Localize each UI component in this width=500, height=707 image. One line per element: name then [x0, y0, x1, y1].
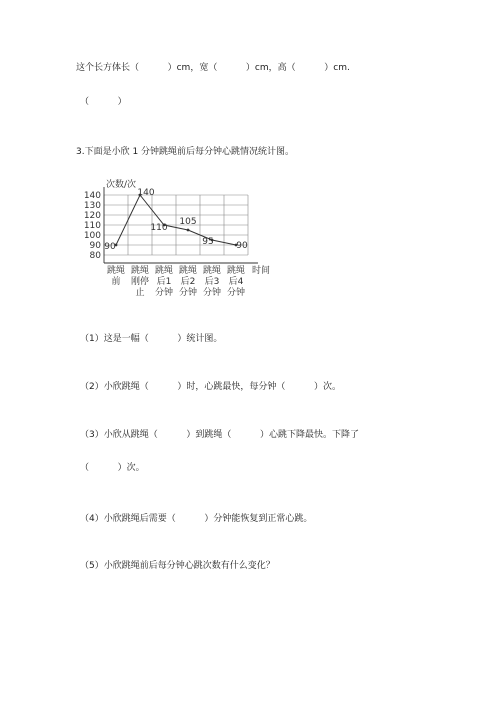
subquestion-1: （1）这是一幅（ ）统计图。	[80, 334, 223, 344]
y-axis-label: 次数/次	[106, 180, 137, 190]
y-tick-label: 110	[83, 221, 101, 231]
subquestion-4: （4）小欣跳绳后需要（ ）分钟能恢复到正常心跳。	[80, 514, 313, 524]
x-category-label: 后4	[228, 277, 244, 287]
y-tick-label: 100	[83, 231, 101, 241]
x-category-label: 跳绳	[226, 266, 246, 276]
x-category-label: 后2	[180, 277, 196, 287]
y-tick-label: 90	[89, 241, 101, 251]
y-tick-label: 130	[83, 201, 101, 211]
x-category-label: 止	[135, 288, 145, 298]
dimensions-question: 这个长方体长（ ）cm，宽（ ）cm，高（ ）cm.	[76, 63, 350, 73]
x-category-label: 后1	[156, 277, 172, 287]
y-tick-label: 140	[83, 191, 101, 201]
data-label: 95	[202, 237, 214, 247]
chart-svg	[76, 176, 276, 304]
x-category-label: 分钟	[178, 288, 198, 298]
data-label: 90	[104, 242, 116, 252]
data-point	[187, 229, 190, 232]
subquestion-5: （5）小欣跳绳前后每分钟心跳次数有什么变化？	[80, 561, 275, 571]
x-category-label: 后3	[204, 277, 220, 287]
subquestion-2: （2）小欣跳绳（ ）时，心跳最快，每分钟（ ）次。	[80, 382, 341, 392]
question-3-intro: 3.下面是小欣 1 分钟跳绳前后每分钟心跳情况统计图。	[76, 147, 295, 157]
y-tick-label: 80	[89, 251, 101, 261]
x-category-label: 跳绳	[154, 266, 174, 276]
x-category-label: 跳绳	[106, 266, 126, 276]
x-category-label: 分钟	[226, 288, 246, 298]
x-category-label: 前	[111, 277, 121, 287]
data-label: 110	[150, 223, 168, 233]
data-label: 140	[137, 188, 155, 198]
x-category-label: 刚停	[130, 277, 150, 287]
heart-rate-line-chart	[76, 176, 276, 304]
dimensions-answer-blank: （ ）	[80, 97, 127, 107]
subquestion-3: （3）小欣从跳绳（ ）到跳绳（ ）心跳下降最快。下降了	[80, 430, 359, 440]
y-tick-label: 120	[83, 211, 101, 221]
subquestion-3-continued: （ ）次。	[80, 463, 145, 473]
x-axis-label: 时间	[252, 266, 271, 276]
data-label: 90	[236, 241, 248, 251]
x-category-label: 跳绳	[178, 266, 198, 276]
x-category-label: 跳绳	[130, 266, 150, 276]
data-label: 105	[179, 217, 197, 227]
x-category-label: 分钟	[202, 288, 222, 298]
x-category-label: 跳绳	[202, 266, 222, 276]
x-category-label: 分钟	[154, 288, 174, 298]
